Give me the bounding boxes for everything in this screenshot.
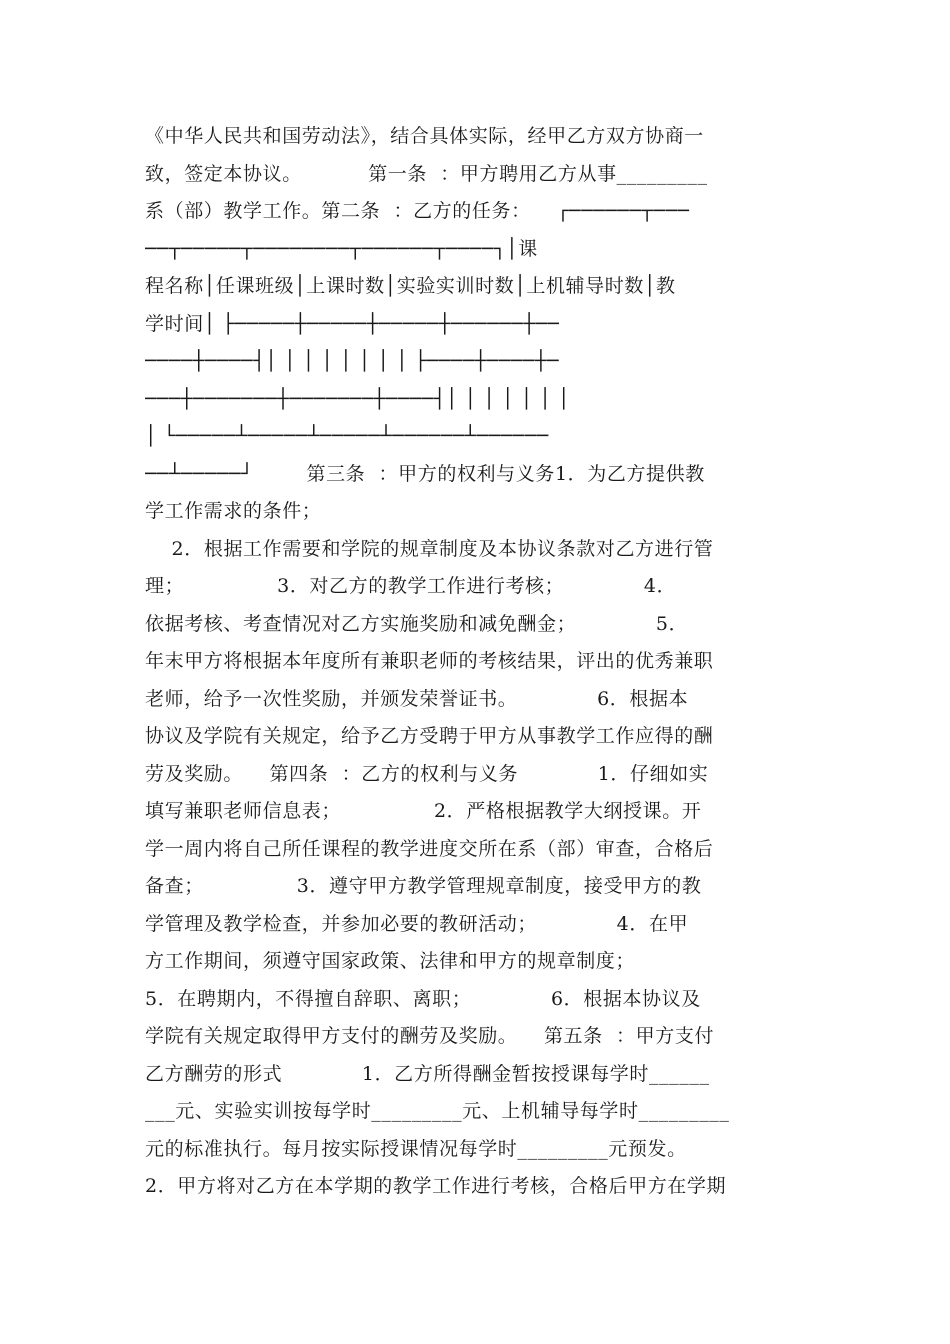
text-line: 学院有关规定取得甲方支付的酬劳及奖励。 第五条 ：甲方支付 (145, 1025, 715, 1047)
text-line: 备查； 3．遵守甲方教学管理规章制度，接受甲方的教 (145, 875, 702, 897)
text-line: ────┼────┤│ │ │ │ │ │ │ │ ├────┼────┼─ (145, 350, 560, 372)
text-line: 2．根据工作需要和学院的规章制度及本协议条款对乙方进行管 (145, 537, 714, 560)
text-line: 系（部）教学工作。第二条 ：乙方的任务： ┌──────┬─── (145, 200, 690, 222)
text-line: 依据考核、考查情况对乙方实施奖励和减免酬金； 5． (145, 612, 689, 635)
text-line: 劳及奖励。 第四条 ：乙方的权利与义务 1．仔细如实 (145, 762, 709, 785)
text-line: ───┼───────┼───────┼────┤│ │ │ │ │ │ │ (145, 387, 571, 410)
text-line: 致，签定本协议。 第一条 ：甲方聘用乙方从事_________ (145, 162, 708, 185)
text-line: 方工作期间，须遵守国家政策、法律和甲方的规章制度； (145, 950, 636, 972)
text-line: ──┬─────┬────────┬──────┬────┐│课 (145, 237, 538, 260)
text-line: 《中华人民共和国劳动法》，结合具体实际，经甲乙方双方协商一 (145, 125, 704, 147)
text-line: 元的标准执行。每月按实际授课情况每学时_________元预发。 (145, 1137, 687, 1160)
text-line: 2．甲方将对乙方在本学期的教学工作进行考核，合格后甲方在学期 (145, 1175, 727, 1197)
text-line: ___元、实验实训按每学时_________元、上机辅导每学时_________ (145, 1100, 730, 1122)
text-line: 5．在聘期内，不得擅自辞职、离职； 6．根据本协议及 (145, 987, 701, 1010)
text-line: 学工作需求的条件； (145, 500, 322, 522)
text-line: │ └─────┴─────┴─────┴──────┴────── (145, 425, 549, 447)
text-line: 理； 3．对乙方的教学工作进行考核； 4． (145, 575, 677, 597)
document-body (145, 118, 805, 1206)
text-line: 填写兼职老师信息表； 2．严格根据教学大纲授课。开 (145, 800, 702, 822)
text-line: 学一周内将自己所任课程的教学进度交所在系（部）审查，合格后 (145, 837, 714, 860)
text-line: 乙方酬劳的形式 1．乙方所得酬金暂按授课每学时______ (145, 1062, 710, 1085)
text-line: 协议及学院有关规定，给予乙方受聘于甲方从事教学工作应得的酬 (145, 725, 714, 747)
text-line: 学管理及教学检查，并参加必要的教研活动； 4．在甲 (145, 912, 689, 935)
text-line: 程名称│任课班级│上课时数│实验实训时数│上机辅导时数│教 (145, 275, 676, 297)
text-line: 年末甲方将根据本年度所有兼职老师的考核结果，评出的优秀兼职 (145, 650, 714, 672)
text-line: ──┴─────┘ 第三条 ：甲方的权利与义务1．为乙方提供教 (145, 462, 705, 485)
text-line: 老师，给予一次性奖励，并颁发荣誉证书。 6．根据本 (145, 687, 689, 710)
text-line: 学时间│ ├─────┼─────┼─────┼──────┼── (145, 312, 560, 335)
